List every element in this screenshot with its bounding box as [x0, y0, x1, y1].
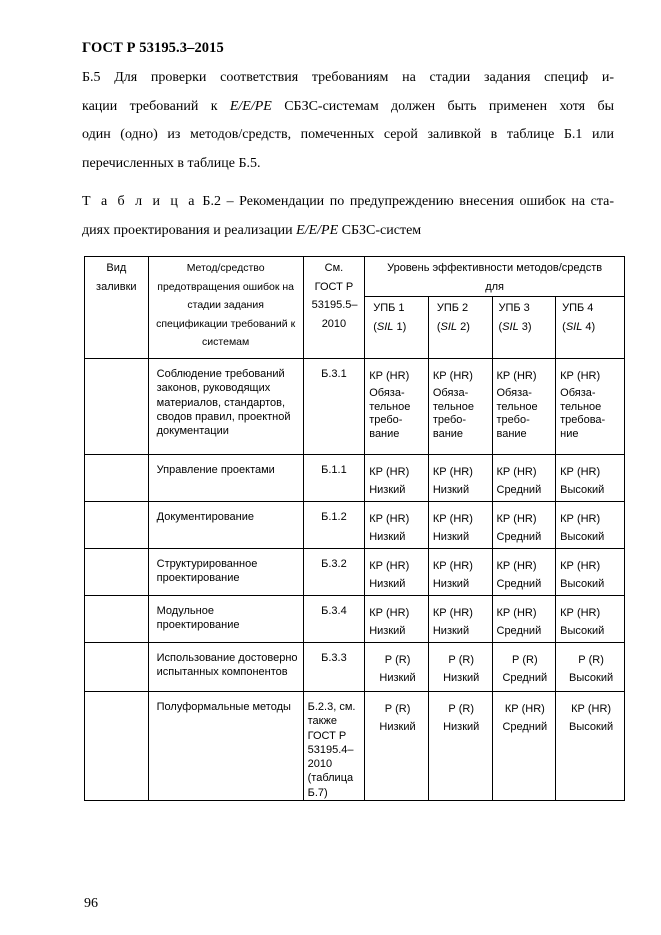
- header-effectiveness-level: Уровень эффективности методов/средств для: [365, 257, 625, 297]
- fill-type-cell: [85, 549, 149, 596]
- caption-label: Т а б л и ц а: [82, 194, 197, 209]
- recommendation-value: КР (HR): [571, 703, 612, 715]
- table-row: [85, 502, 625, 549]
- fill-type-cell: [85, 359, 149, 455]
- reference-cell: Б.3.4: [303, 596, 365, 643]
- level-value: Низкий: [379, 672, 416, 684]
- header-upb4: УПБ 4 (SIL 4): [556, 297, 625, 359]
- level-value: Обяза-тельное требо-вание: [369, 387, 411, 440]
- effectiveness-cell: [428, 692, 492, 801]
- table-caption: Т а б л и ц а Б.2 – Рекомендации по предупреждению внесения ошибок на ста- диях проектирования и реализации Е/Е/РЕ СБЗС-систем: [82, 194, 615, 238]
- level-value: Средний: [502, 721, 548, 733]
- level-value: Низкий: [369, 484, 406, 496]
- paragraph-b5: [82, 64, 614, 179]
- effectiveness-cell: [428, 596, 492, 643]
- level-value: Высокий: [569, 672, 614, 684]
- recommendation-value: Р (R): [511, 654, 538, 666]
- level-value: Средний: [496, 531, 542, 543]
- recommendation-value: Р (R): [448, 703, 475, 715]
- effectiveness-cell: [492, 596, 556, 643]
- effectiveness-cell: [492, 643, 556, 692]
- reference-cell: Б.2.3, см. также ГОСТ Р 53195.4–2010 (таблица Б.7): [303, 692, 365, 801]
- table-row: [85, 643, 625, 692]
- recommendation-value: КР (HR): [504, 703, 545, 715]
- recommendation-value: КР (HR): [496, 513, 537, 525]
- fill-type-cell: [85, 692, 149, 801]
- recommendation-value: КР (HR): [560, 607, 601, 619]
- table-row: [85, 596, 625, 643]
- level-value: Низкий: [432, 484, 470, 496]
- level-value: Низкий: [432, 625, 470, 637]
- reference-cell: Б.3.2: [303, 549, 365, 596]
- recommendation-value: КР (HR): [432, 607, 473, 619]
- method-cell: Структурированное проектирование: [148, 549, 303, 596]
- effectiveness-cell: [556, 596, 625, 643]
- level-value: Высокий: [560, 531, 605, 543]
- para-line-1: Б.5 Для проверки соответствия требованиям на стадии задания специф и-: [82, 70, 614, 85]
- para-line-2: кации требований к Е/Е/РЕ СБЗС-системам должен быть применен хотя бы: [82, 98, 614, 114]
- reference-cell: Б.3.1: [303, 359, 365, 455]
- fill-type-cell: [85, 643, 149, 692]
- fill-type-cell: [85, 455, 149, 502]
- level-value: Обяза-тельное требо-вание: [496, 387, 538, 440]
- para-line-4: перечисленных в таблице Б.5.: [82, 156, 261, 172]
- level-value: Средний: [496, 578, 542, 590]
- header-upb3: УПБ 3 (SIL 3): [492, 297, 556, 359]
- table-row: [85, 455, 625, 502]
- level-value: Обяза-тельное требова-ние: [560, 387, 606, 440]
- recommendation-value: КР (HR): [560, 560, 601, 572]
- effectiveness-cell: [365, 502, 429, 549]
- reference-cell: Б.1.1: [303, 455, 365, 502]
- ee-pe-term: Е/Е/РЕ: [229, 98, 272, 114]
- method-cell: Документирование: [148, 502, 303, 549]
- effectiveness-cell: [492, 502, 556, 549]
- fill-type-cell: [85, 596, 149, 643]
- level-value: Высокий: [560, 484, 605, 496]
- level-value: Низкий: [379, 721, 416, 733]
- effectiveness-cell: [492, 455, 556, 502]
- effectiveness-cell: [556, 549, 625, 596]
- table-row: [85, 692, 625, 801]
- recommendation-value: КР (HR): [369, 607, 410, 619]
- table-row: [85, 549, 625, 596]
- level-value: Низкий: [369, 578, 406, 590]
- effectiveness-cell: [556, 359, 625, 455]
- effectiveness-cell: [428, 502, 492, 549]
- level-value: Низкий: [369, 531, 406, 543]
- header-reference: См. ГОСТ Р 53195.5–2010: [303, 257, 365, 359]
- level-value: Средний: [502, 672, 548, 684]
- recommendation-value: КР (HR): [369, 370, 410, 382]
- effectiveness-cell: [428, 549, 492, 596]
- method-cell: Полуформальные методы: [148, 692, 303, 801]
- level-value: Низкий: [432, 578, 470, 590]
- level-value: Низкий: [432, 531, 470, 543]
- level-value: Высокий: [560, 625, 605, 637]
- recommendation-value: КР (HR): [432, 560, 473, 572]
- recommendation-value: КР (HR): [432, 370, 473, 382]
- header-method: Метод/средство предотвращения ошибок на стадии задания спецификации требований к системам: [148, 257, 303, 359]
- method-cell: Управление проектами: [148, 455, 303, 502]
- level-value: Высокий: [569, 721, 614, 733]
- level-value: Средний: [496, 625, 542, 637]
- level-value: Средний: [496, 484, 542, 496]
- effectiveness-cell: [428, 455, 492, 502]
- effectiveness-cell: [556, 455, 625, 502]
- effectiveness-cell: [365, 549, 429, 596]
- recommendations-table: [84, 256, 625, 801]
- level-value: Высокий: [560, 578, 605, 590]
- recommendation-value: Р (R): [578, 654, 604, 666]
- effectiveness-cell: [365, 596, 429, 643]
- effectiveness-cell: [365, 692, 429, 801]
- effectiveness-cell: [365, 455, 429, 502]
- recommendation-value: Р (R): [384, 703, 411, 715]
- header-fill-type: Вид заливки: [85, 257, 149, 359]
- effectiveness-cell: [556, 643, 625, 692]
- header-upb1: УПБ 1 (SIL 1): [365, 297, 429, 359]
- recommendation-value: КР (HR): [496, 607, 537, 619]
- method-cell: Соблюдение требований законов, руководящих материалов, стандартов, сводов правил, проектной документации: [148, 359, 303, 455]
- recommendation-value: КР (HR): [560, 466, 601, 478]
- header-upb2: УПБ 2 (SIL 2): [428, 297, 492, 359]
- effectiveness-cell: [556, 692, 625, 801]
- fill-type-cell: [85, 502, 149, 549]
- method-cell: Использование достоверно испытанных компонентов: [148, 643, 303, 692]
- document-header: ГОСТ Р 53195.3–2015: [82, 40, 224, 56]
- recommendation-value: КР (HR): [369, 560, 410, 572]
- reference-cell: Б.3.3: [303, 643, 365, 692]
- recommendation-value: КР (HR): [432, 466, 473, 478]
- recommendation-value: КР (HR): [496, 466, 537, 478]
- effectiveness-cell: [492, 692, 556, 801]
- recommendation-value: КР (HR): [369, 513, 410, 525]
- level-value: Низкий: [443, 721, 480, 733]
- reference-cell: Б.1.2: [303, 502, 365, 549]
- effectiveness-cell: [556, 502, 625, 549]
- effectiveness-cell: [365, 643, 429, 692]
- recommendation-value: КР (HR): [496, 560, 537, 572]
- effectiveness-cell: [492, 359, 556, 455]
- recommendation-value: Р (R): [448, 654, 475, 666]
- recommendation-value: КР (HR): [369, 466, 410, 478]
- level-value: Обяза-тельное требо-вание: [432, 387, 474, 440]
- method-cell: Модульное проектирование: [148, 596, 303, 643]
- page-number: 96: [84, 896, 98, 911]
- recommendation-value: КР (HR): [560, 370, 601, 382]
- effectiveness-cell: [365, 359, 429, 455]
- recommendation-value: КР (HR): [496, 370, 537, 382]
- effectiveness-cell: [428, 643, 492, 692]
- effectiveness-cell: [428, 359, 492, 455]
- recommendation-value: КР (HR): [560, 513, 601, 525]
- para-line-3: один (одно) из методов/средств, помеченных серой заливкой в таблице Б.1 или: [82, 127, 614, 143]
- recommendation-value: КР (HR): [432, 513, 473, 525]
- table-row: [85, 359, 625, 455]
- recommendation-value: Р (R): [384, 654, 411, 666]
- level-value: Низкий: [369, 625, 406, 637]
- effectiveness-cell: [492, 549, 556, 596]
- level-value: Низкий: [443, 672, 480, 684]
